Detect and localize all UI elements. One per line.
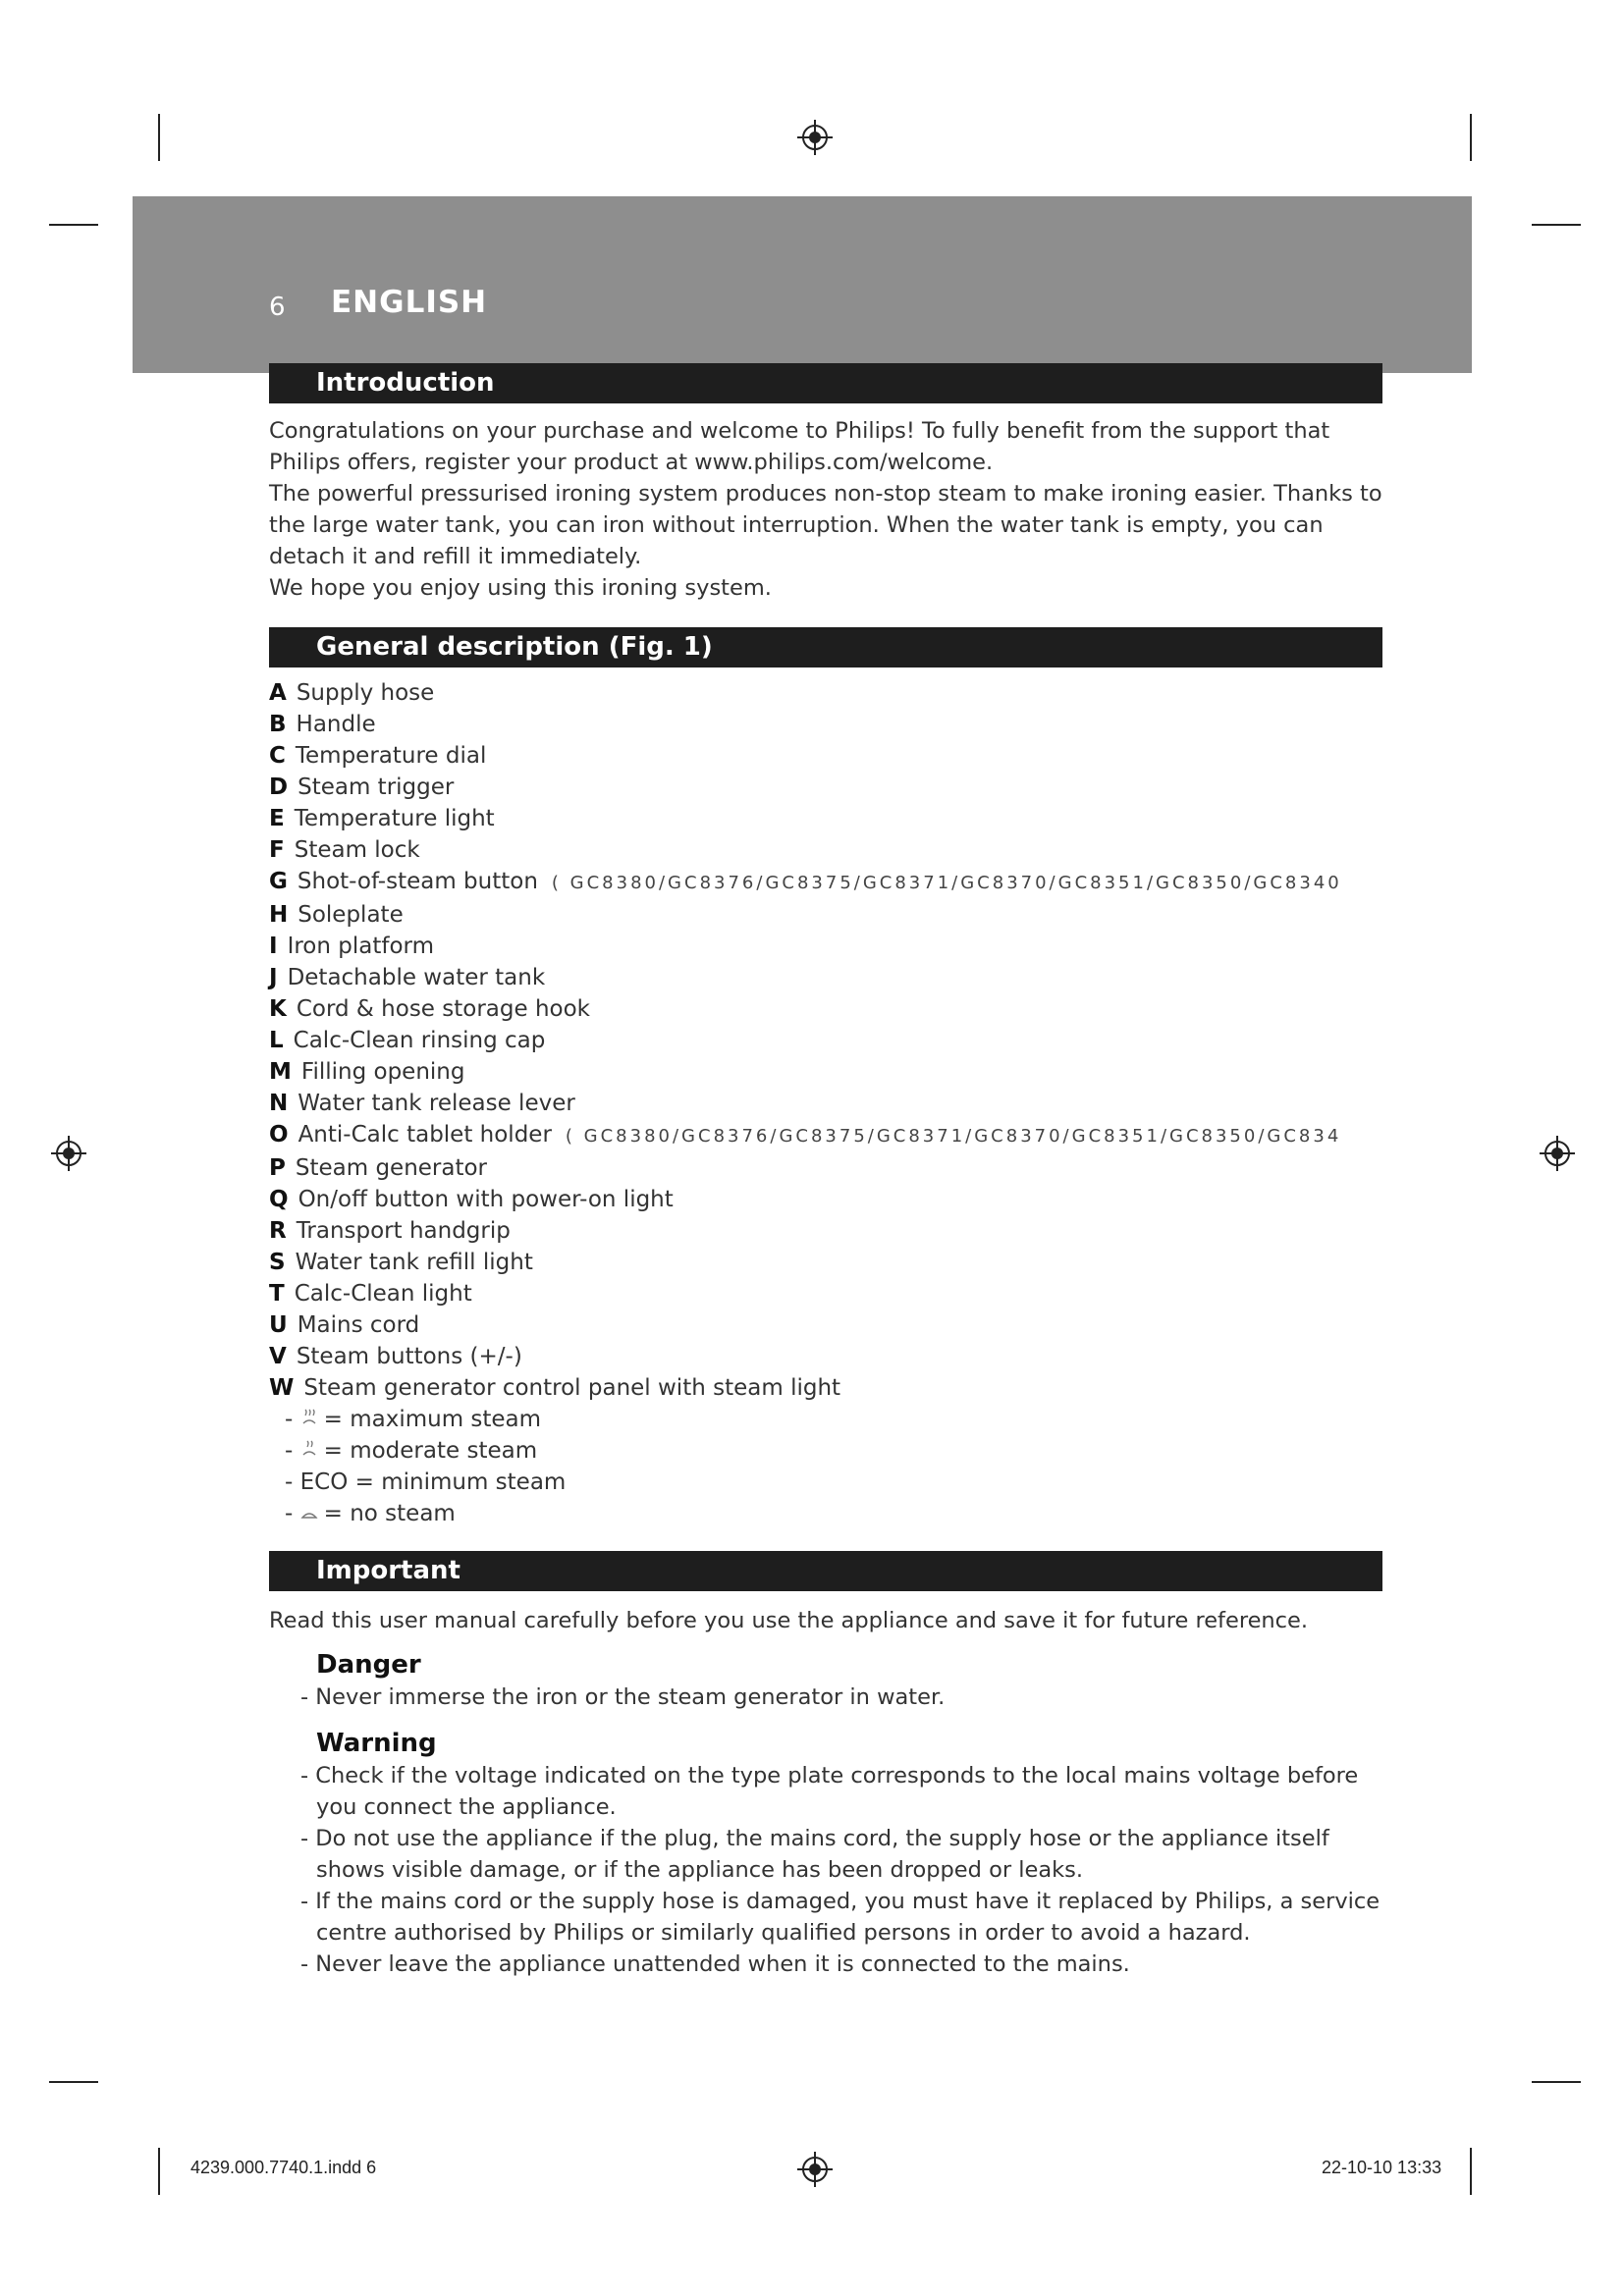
crop-mark bbox=[1470, 114, 1472, 161]
item-label: Mains cord bbox=[297, 1312, 420, 1338]
list-item: - Do not use the appliance if the plug, the mains cord, the supply hose or the appliance itself shows visible damage, or if the appliance has been dropped or leaks. bbox=[285, 1823, 1382, 1886]
list-item: - Check if the voltage indicated on the type plate corresponds to the local mains voltage before you connect the appliance. bbox=[285, 1760, 1382, 1823]
item-label: Handle bbox=[296, 712, 376, 737]
steam-level-item bbox=[285, 1498, 1382, 1529]
item-label: Anti-Calc tablet holder bbox=[298, 1122, 552, 1148]
list-item bbox=[269, 931, 1382, 962]
danger-list bbox=[269, 1682, 1382, 1713]
list-item bbox=[269, 1247, 1382, 1278]
list-item bbox=[269, 834, 1382, 866]
item-key: L bbox=[269, 1028, 284, 1053]
list-item bbox=[269, 1341, 1382, 1372]
item-key: W bbox=[269, 1375, 295, 1401]
steam-level-text: = no steam bbox=[323, 1501, 456, 1526]
item-label: Filling opening bbox=[300, 1059, 465, 1085]
crop-mark bbox=[1532, 224, 1581, 226]
important-intro: Read this user manual carefully before you use the appliance and save it for future reference. bbox=[269, 1608, 1309, 1633]
registration-mark-icon bbox=[1540, 1136, 1575, 1171]
list-item bbox=[269, 1215, 1382, 1247]
danger-heading: Danger bbox=[316, 1650, 421, 1680]
footer-file-info: 4239.000.7740.1.indd 6 bbox=[190, 2158, 377, 2177]
item-label: Detachable water tank bbox=[287, 965, 546, 990]
list-item bbox=[269, 1309, 1382, 1341]
item-key: V bbox=[269, 1344, 287, 1369]
item-label: Steam lock bbox=[294, 837, 420, 863]
item-label: Shot-of-steam button bbox=[297, 869, 538, 894]
crop-mark bbox=[158, 2148, 160, 2195]
registration-mark-icon bbox=[51, 1136, 86, 1171]
item-key: T bbox=[269, 1281, 285, 1307]
item-key: G bbox=[269, 869, 288, 894]
main-content bbox=[269, 363, 1382, 1980]
list-item bbox=[269, 1025, 1382, 1056]
item-label: Calc-Clean light bbox=[294, 1281, 472, 1307]
steam-level-item bbox=[285, 1467, 1382, 1498]
list-item bbox=[269, 1278, 1382, 1309]
registration-mark-icon bbox=[797, 2152, 833, 2187]
text-line: The powerful pressurised ironing system produces non-stop steam to make ironing easier. Thanks to bbox=[269, 481, 1382, 507]
steam-level-text: ECO = minimum steam bbox=[299, 1469, 567, 1495]
item-key: A bbox=[269, 680, 287, 706]
introduction-text bbox=[269, 415, 1382, 604]
language-title: ENGLISH bbox=[331, 285, 488, 320]
moderate-steam-icon bbox=[300, 1435, 318, 1467]
list-item bbox=[269, 677, 1382, 709]
steam-level-item bbox=[285, 1435, 1382, 1467]
footer-datetime: 22-10-10 13:33 bbox=[1322, 2158, 1442, 2177]
item-label: Iron platform bbox=[287, 934, 434, 959]
steam-level-text: = moderate steam bbox=[323, 1438, 538, 1464]
item-label: Water tank release lever bbox=[298, 1091, 575, 1116]
list-item: - Never immerse the iron or the steam generator in water. bbox=[285, 1682, 1382, 1713]
list-item bbox=[269, 1184, 1382, 1215]
text-line: We hope you enjoy using this ironing system. bbox=[269, 575, 772, 601]
item-key: J bbox=[269, 965, 278, 990]
item-label: Steam trigger bbox=[298, 774, 455, 800]
text-line: Philips offers, register your product at www.philips.com/welcome. bbox=[269, 450, 994, 475]
parts-list bbox=[269, 677, 1382, 1404]
item-label: Steam generator control panel with steam light bbox=[303, 1375, 841, 1401]
steam-level-text: = maximum steam bbox=[323, 1407, 542, 1432]
item-label: Temperature dial bbox=[295, 743, 487, 769]
item-label: Steam buttons (+/-) bbox=[296, 1344, 522, 1369]
item-models: ( GC8380/GC8376/GC8375/GC8371/GC8370/GC8351/GC8350/GC834 bbox=[565, 1126, 1342, 1147]
item-label: Supply hose bbox=[296, 680, 435, 706]
item-label: On/off button with power-on light bbox=[298, 1187, 674, 1212]
item-key: H bbox=[269, 902, 289, 928]
list-item bbox=[269, 1372, 1382, 1404]
item-key: P bbox=[269, 1155, 286, 1181]
list-item bbox=[269, 1056, 1382, 1088]
item-label: Transport handgrip bbox=[296, 1218, 511, 1244]
item-key: Q bbox=[269, 1187, 289, 1212]
section-heading-general-description: General description (Fig. 1) bbox=[269, 627, 1382, 667]
no-steam-icon bbox=[300, 1498, 318, 1529]
page-number: 6 bbox=[269, 293, 286, 322]
list-item bbox=[269, 1152, 1382, 1184]
list-item bbox=[269, 866, 1382, 899]
item-label: Calc-Clean rinsing cap bbox=[293, 1028, 546, 1053]
crop-mark bbox=[1470, 2148, 1472, 2195]
item-key: U bbox=[269, 1312, 288, 1338]
text-line: detach it and refill it immediately. bbox=[269, 544, 642, 569]
steam-level-list bbox=[269, 1404, 1382, 1529]
list-item: - Never leave the appliance unattended when it is connected to the mains. bbox=[285, 1949, 1382, 1980]
item-key: O bbox=[269, 1122, 289, 1148]
item-label: Cord & hose storage hook bbox=[296, 996, 590, 1022]
crop-mark bbox=[49, 2081, 98, 2083]
text-line: the large water tank, you can iron without interruption. When the water tank is empty, you can bbox=[269, 512, 1324, 538]
item-key: M bbox=[269, 1059, 292, 1085]
max-steam-icon bbox=[300, 1404, 318, 1435]
item-key: C bbox=[269, 743, 286, 769]
crop-mark bbox=[49, 224, 98, 226]
text-line: Congratulations on your purchase and welcome to Philips! To fully benefit from the support that bbox=[269, 418, 1330, 444]
item-key: D bbox=[269, 774, 289, 800]
list-item: - If the mains cord or the supply hose is damaged, you must have it replaced by Philips, a service centre authorised by Philips or similarly qualified persons in order to avoid a hazard. bbox=[285, 1886, 1382, 1949]
list-item bbox=[269, 1088, 1382, 1119]
item-label: Steam generator bbox=[295, 1155, 488, 1181]
item-label: Temperature light bbox=[294, 806, 495, 831]
list-item bbox=[269, 1119, 1382, 1152]
list-item bbox=[269, 993, 1382, 1025]
item-key: R bbox=[269, 1218, 287, 1244]
list-item bbox=[269, 740, 1382, 772]
item-key: N bbox=[269, 1091, 289, 1116]
list-item bbox=[269, 772, 1382, 803]
item-key: I bbox=[269, 934, 278, 959]
list-item bbox=[269, 709, 1382, 740]
crop-mark bbox=[1532, 2081, 1581, 2083]
registration-mark-icon bbox=[797, 120, 833, 155]
crop-mark bbox=[158, 114, 160, 161]
item-label: Water tank refill light bbox=[295, 1250, 533, 1275]
list-item bbox=[269, 803, 1382, 834]
item-key: K bbox=[269, 996, 287, 1022]
section-heading-important: Important bbox=[269, 1551, 1382, 1591]
steam-level-item bbox=[285, 1404, 1382, 1435]
list-item bbox=[269, 899, 1382, 931]
item-key: E bbox=[269, 806, 285, 831]
warning-list bbox=[269, 1760, 1382, 1980]
section-heading-introduction: Introduction bbox=[269, 363, 1382, 403]
list-item bbox=[269, 962, 1382, 993]
warning-heading: Warning bbox=[316, 1729, 437, 1758]
item-key: F bbox=[269, 837, 285, 863]
item-label: Soleplate bbox=[298, 902, 404, 928]
item-models: ( GC8380/GC8376/GC8375/GC8371/GC8370/GC8351/GC8350/GC8340 bbox=[551, 873, 1342, 893]
item-key: S bbox=[269, 1250, 286, 1275]
item-key: B bbox=[269, 712, 287, 737]
